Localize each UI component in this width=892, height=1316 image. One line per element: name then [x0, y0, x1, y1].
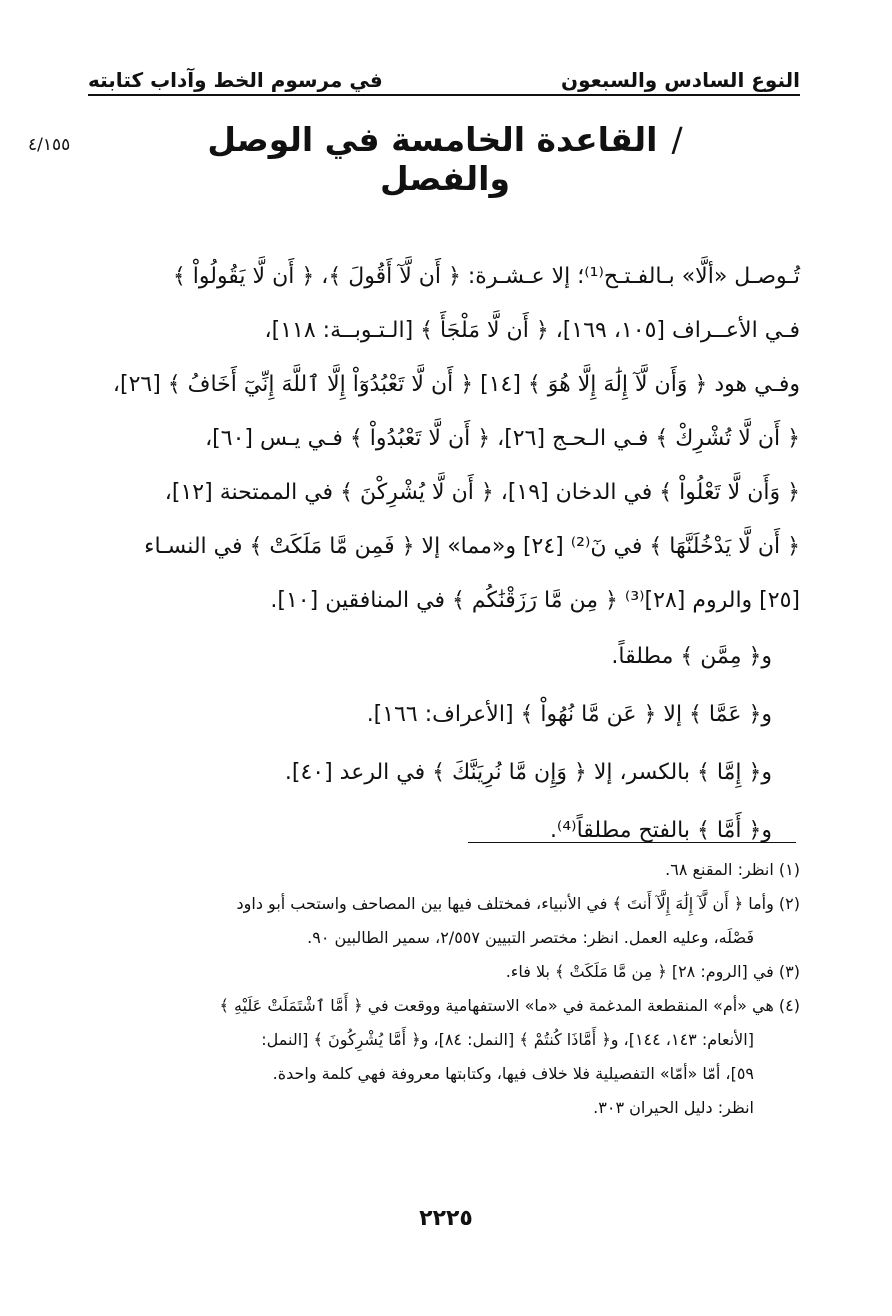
- footnotes: [88, 853, 800, 1125]
- text-line: تُـوصـل «ألَّا» بـالفـتـح⁽¹⁾؛ إلا عـشـرة: ﴿ أَن لَّآ أَقُولَ ﴾، ﴿ أَن لَّا يَقُولُواْ ﴾: [172, 264, 800, 289]
- header-chapter-title: النوع السادس والسبعون: [561, 68, 800, 92]
- heading-text: القاعدة الخامسة في الوصل والفصل: [207, 120, 658, 198]
- text-line: فـي الأعــراف [١٠٥، ١٦٩]، ﴿ أَن لَّا مَلْجَأَ ﴾ [الـتـوبــة: ١١٨]،: [264, 318, 800, 343]
- text-line: وفـي هود ﴿ وَأَن لَّآ إِلَٰهَ إِلَّا هُوَ ﴾ [١٤] ﴿ أَن لَّا تَعْبُدُوٓاْ إِلَّا ٱللَّهَ إِنِّيٓ أَخَافُ ﴾ [٢٦]،: [112, 372, 800, 397]
- footnote: (٣) في [الروم: ٢٨] ﴿ مِن مَّا مَلَكَتْ ﴾ بلا فاء.: [505, 962, 800, 981]
- heading-slash: /: [671, 120, 683, 159]
- running-header: [88, 52, 800, 92]
- text-line: ﴿ وَأَن لَّا تَعْلُواْ ﴾ في الدخان [١٩]، ﴿ أَن لَّا يُشْرِكْنَ ﴾ في الممتحنة [١٢]،: [164, 480, 800, 505]
- header-divider: [88, 94, 800, 96]
- text-line: و﴿ مِمَّن ﴾ مطلقاً.: [611, 644, 772, 669]
- main-text: [88, 250, 800, 860]
- footnote-continuation: فَصْلَه، وعليه العمل. انظر: مختصر التبيين ٢/٥٥٧، سمير الطالبين ٩٠.: [307, 928, 754, 947]
- text-line: [٢٥] والروم [٢٨]⁽³⁾ ﴿ مِن مَّا رَزَقْنَٰكُم ﴾ في المنافقين [١٠].: [270, 588, 800, 613]
- footnote-continuation: انظر: دليل الحيران ٣٠٣.: [593, 1098, 754, 1117]
- page-number: ٢٢٢٥: [419, 1206, 473, 1231]
- footnote-continuation: [الأنعام: ١٤٣، ١٤٤]، و﴿ أَمَّاذَا كُنتُمْ ﴾ [النمل: ٨٤]، و﴿ أَمَّا يُشْرِكُونَ ﴾ [النمل:: [261, 1030, 754, 1049]
- header-section-title: في مرسوم الخط وآداب كتابته: [88, 68, 383, 92]
- text-line: ﴿ أَن لَّا تُشْرِكْ ﴾ فـي الـحـج [٢٦]، ﴿ أَن لَّا تَعْبُدُواْ ﴾ فـي يـس [٦٠]،: [205, 426, 800, 451]
- footnote: (١) انظر: المقنع ٦٨.: [665, 860, 800, 879]
- footnote: (٤) هي «أم» المنقطعة المدغمة في «ما» الاستفهامية ووقعت في ﴿ أَمَّا ٱشْتَمَلَتْ عَلَيْهِ ﴾: [219, 996, 800, 1015]
- footnote-continuation: ٥٩]، أمّا «أمّا» التفصيلية فلا خلاف فيها، وكتابتها معروفة فهي كلمة واحدة.: [272, 1064, 754, 1083]
- text-line: و﴿ أَمَّا ﴾ بالفتح مطلقاً⁽⁴⁾.: [549, 818, 772, 843]
- section-heading: [180, 120, 710, 198]
- margin-page-reference: ٤/١٥٥: [28, 135, 71, 155]
- text-line: و﴿ إِمَّا ﴾ بالكسر، إلا ﴿ وَإِن مَّا نُرِيَنَّكَ ﴾ في الرعد [٤٠].: [284, 760, 772, 785]
- footnote-divider: [468, 842, 796, 843]
- text-line: و﴿ عَمَّا ﴾ إلا ﴿ عَن مَّا نُهُواْ ﴾ [الأعراف: ١٦٦].: [366, 702, 772, 727]
- footnote: (٢) وأما ﴿ أَن لَّآ إِلَٰهَ إِلَّآ أَنتَ ﴾ في الأنبياء، فمختلف فيها بين المصاحف واستحب أبو داود: [236, 894, 800, 913]
- text-line: ﴿ أَن لَّا يَدْخُلَنَّهَا ﴾ في نٓ⁽²⁾ [٢٤] و«مما» إلا ﴿ فَمِن مَّا مَلَكَتْ ﴾ في النسـاء: [144, 534, 800, 559]
